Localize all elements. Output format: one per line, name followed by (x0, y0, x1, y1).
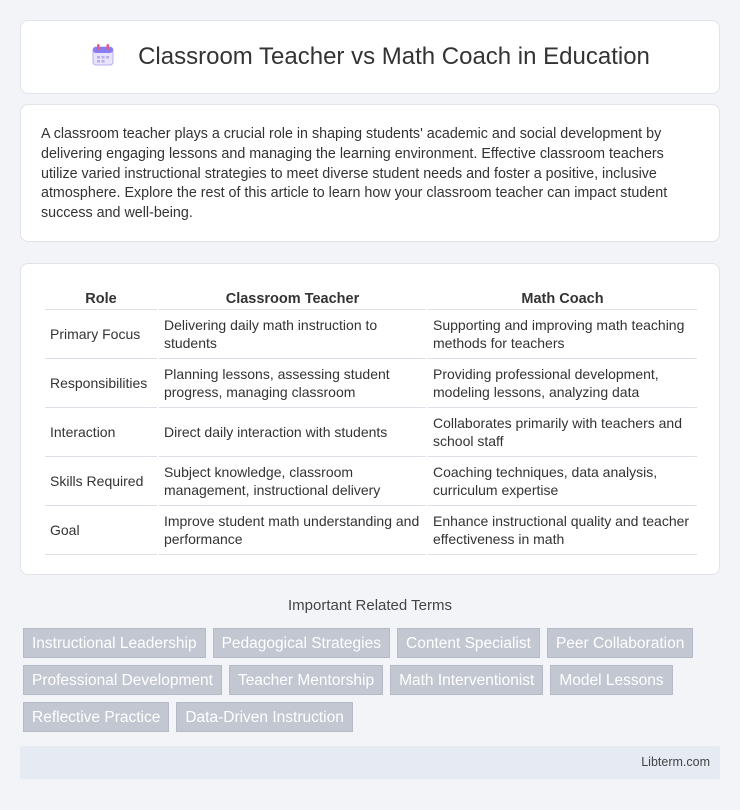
table-cell: Planning lessons, assessing student progress, managing classroom (159, 359, 426, 408)
header-role: Role (45, 284, 157, 310)
term-tag[interactable]: Teacher Mentorship (229, 665, 383, 695)
table-cell: Providing professional development, modeling lessons, analyzing data (428, 359, 697, 408)
title-wrap (90, 42, 650, 73)
header-math-coach: Math Coach (428, 284, 697, 310)
term-tag[interactable]: Data-Driven Instruction (176, 702, 353, 732)
table-cell: Interaction (45, 408, 157, 457)
table-row (45, 310, 697, 359)
table-cell: Skills Required (45, 457, 157, 506)
table-row (45, 359, 697, 408)
table-cell: Responsibilities (45, 359, 157, 408)
intro-card (20, 104, 720, 242)
term-tag[interactable]: Model Lessons (550, 665, 672, 695)
table-cell: Supporting and improving math teaching methods for teachers (428, 310, 697, 359)
term-tag[interactable]: Instructional Leadership (23, 628, 206, 658)
term-tag[interactable]: Professional Development (23, 665, 222, 695)
table-cell: Collaborates primarily with teachers and school staff (428, 408, 697, 457)
intro-text: A classroom teacher plays a crucial role in shaping students' academic and social development by delivering engaging lessons and managing the learning environment. Effective classroom teachers utilize varied instructional strategies to meet diverse student needs and foster a positive, inclusive atmosphere. Explore the rest of this article to learn how your classroom teacher can impact student success and well-being. (41, 126, 668, 222)
calendar-icon (90, 42, 116, 73)
table-cell: Enhance instructional quality and teacher effectiveness in math (428, 506, 697, 555)
table-cell: Delivering daily math instruction to students (159, 310, 426, 359)
table-cell: Primary Focus (45, 310, 157, 359)
table-cell: Improve student math understanding and performance (159, 506, 426, 555)
related-terms-title: Important Related Terms (288, 597, 452, 614)
header-classroom-teacher: Classroom Teacher (159, 284, 426, 310)
table-row (45, 408, 697, 457)
table-cell: Direct daily interaction with students (159, 408, 426, 457)
term-tag[interactable]: Pedagogical Strategies (213, 628, 390, 658)
table-cell: Subject knowledge, classroom management, instructional delivery (159, 457, 426, 506)
table-row (45, 506, 697, 555)
header-card (20, 20, 720, 94)
footer (20, 746, 720, 779)
term-tag[interactable]: Peer Collaboration (547, 628, 693, 658)
footer-site-link[interactable]: Libterm.com (641, 755, 710, 769)
page-title: Classroom Teacher vs Math Coach in Education (138, 43, 650, 70)
comparison-table-card (20, 263, 720, 575)
comparison-table (43, 284, 699, 555)
table-cell: Coaching techniques, data analysis, curriculum expertise (428, 457, 697, 506)
table-cell: Goal (45, 506, 157, 555)
related-terms-list (23, 628, 723, 732)
table-row (45, 457, 697, 506)
term-tag[interactable]: Reflective Practice (23, 702, 169, 732)
term-tag[interactable]: Content Specialist (397, 628, 540, 658)
term-tag[interactable]: Math Interventionist (390, 665, 543, 695)
table-header-row (45, 284, 697, 310)
